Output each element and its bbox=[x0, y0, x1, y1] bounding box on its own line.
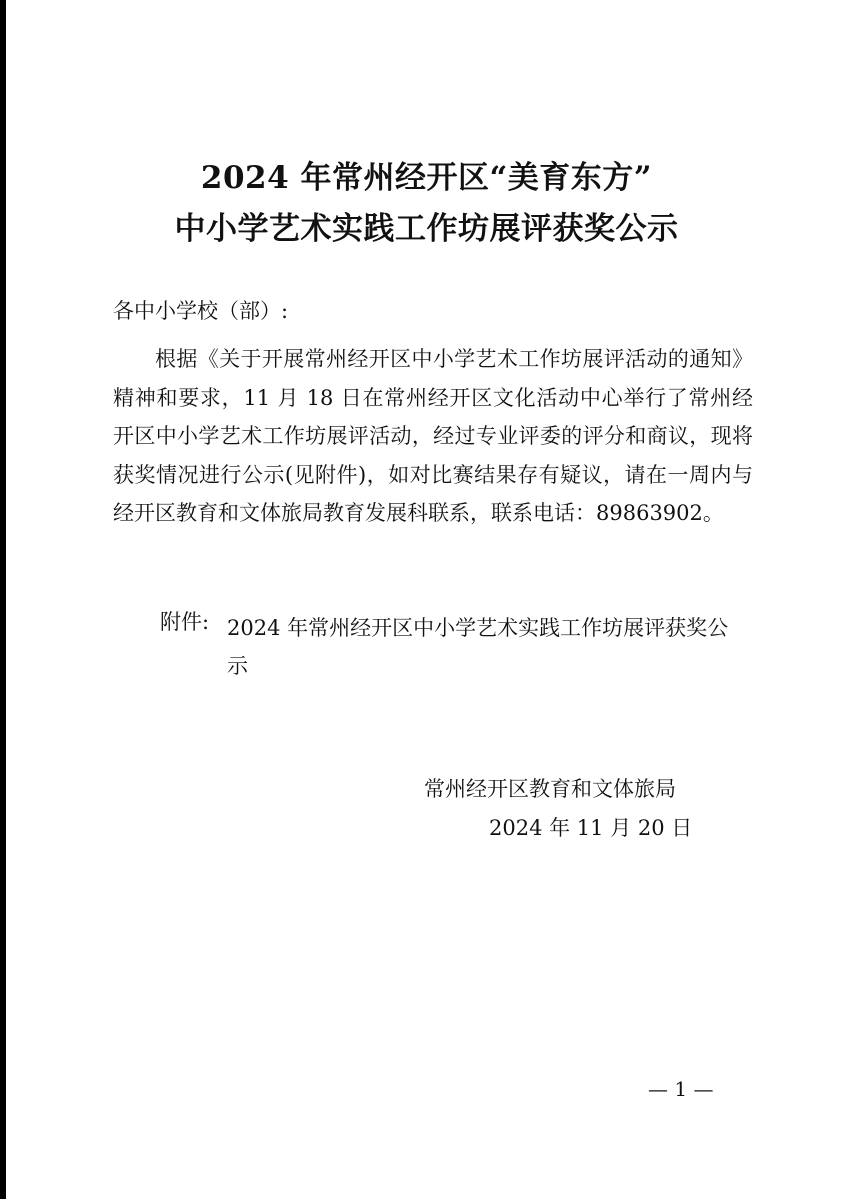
page-number: — 1 — bbox=[648, 1077, 714, 1101]
body-paragraph: 根据《关于开展常州经开区中小学艺术工作坊展评活动的通知》精神和要求，11 月 18 日在常州经开区文化活动中心举行了常州经开区中小学艺术工作坊展评活动，经过专业评委的评分和商议，现将获奖情况进行公示(见附件)，如对比赛结果存有疑议，请在一周内与经开区教育和文体旅局教育发展科联系，联系电话：89863902。 bbox=[113, 347, 753, 525]
signature-organization: 常州经开区教育和文体旅局 bbox=[424, 777, 676, 801]
salutation: 各中小学校（部）: bbox=[113, 299, 289, 323]
attachment-label: 附件: bbox=[160, 610, 210, 634]
attachment-title: 2024 年常州经开区中小学艺术实践工作坊展评获奖公示 bbox=[227, 616, 729, 678]
document-title-line-1: 2024 年常州经开区“美育东方” bbox=[200, 160, 653, 196]
signature-date: 2024 年 11 月 20 日 bbox=[489, 816, 693, 840]
document-title-line-2: 中小学艺术实践工作坊展评获奖公示 bbox=[174, 211, 679, 247]
